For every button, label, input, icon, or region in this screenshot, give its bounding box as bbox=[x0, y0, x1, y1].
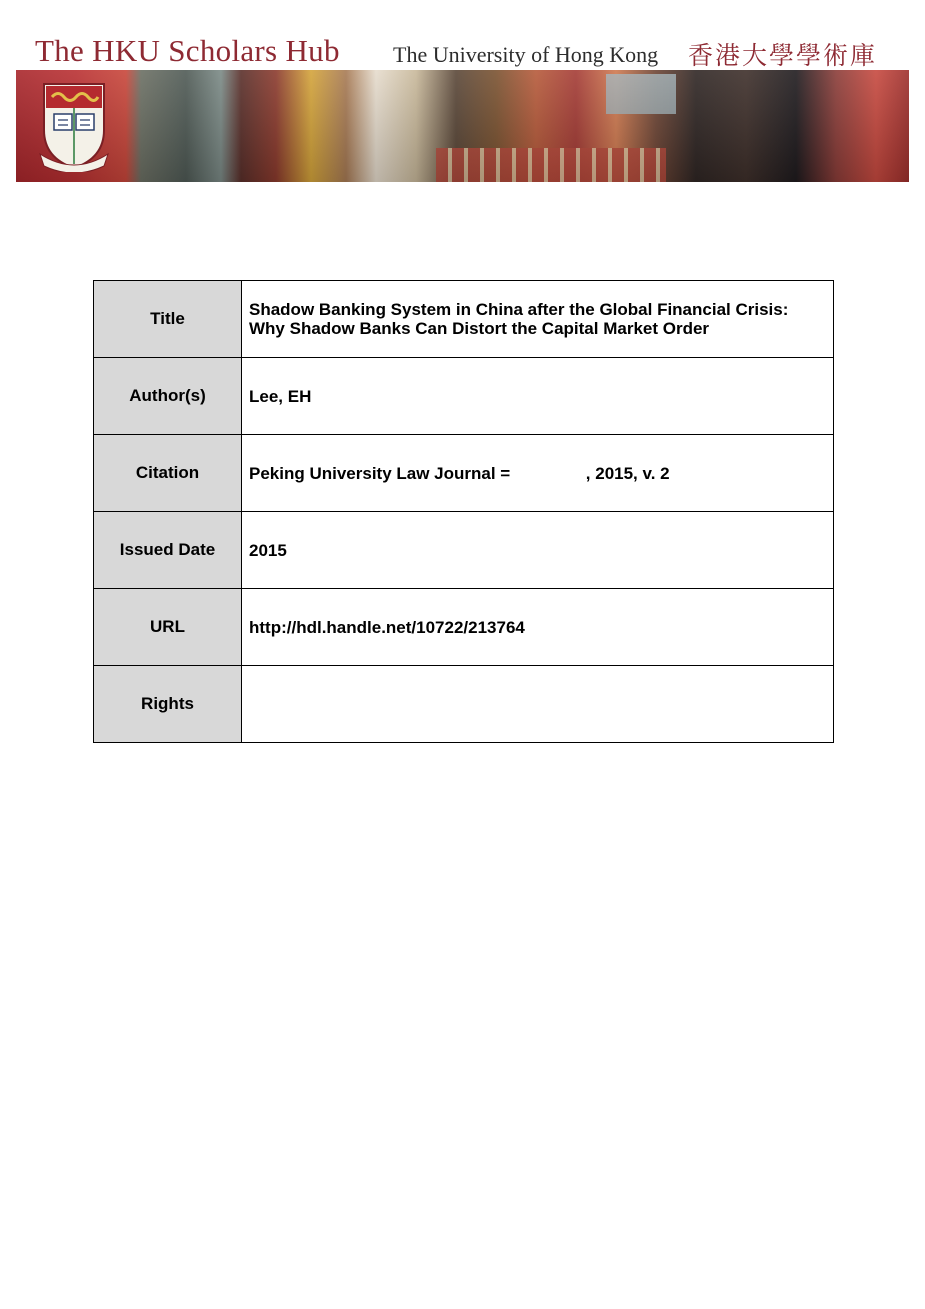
table-row-url bbox=[94, 589, 834, 666]
table-row-rights bbox=[94, 666, 834, 743]
row-label: Rights bbox=[94, 666, 242, 743]
row-label: URL bbox=[94, 589, 242, 666]
row-label: Citation bbox=[94, 435, 242, 512]
photo-shading bbox=[16, 70, 909, 182]
university-name: The University of Hong Kong bbox=[393, 42, 659, 67]
title-value: Shadow Banking System in China after the Global Financial Crisis: Why Shadow Banks Can Distort the Capital Market Order bbox=[242, 281, 834, 358]
citation-value: Peking University Law Journal = , 2015, v. 2 bbox=[242, 435, 834, 512]
table-row-title bbox=[94, 281, 834, 358]
chinese-name: 香港大學學術庫 bbox=[688, 41, 878, 70]
record-metadata-table bbox=[93, 280, 834, 743]
hub-title: The HKU Scholars Hub bbox=[35, 33, 340, 68]
row-label: Author(s) bbox=[94, 358, 242, 435]
table-row-issued-date bbox=[94, 512, 834, 589]
photo-collage bbox=[16, 70, 909, 182]
row-label: Issued Date bbox=[94, 512, 242, 589]
rights-value bbox=[242, 666, 834, 743]
table-row-authors bbox=[94, 358, 834, 435]
authors-value: Lee, EH bbox=[242, 358, 834, 435]
handle-url-link[interactable]: http://hdl.handle.net/10722/213764 bbox=[242, 589, 834, 666]
issued-date-value: 2015 bbox=[242, 512, 834, 589]
table-row-citation bbox=[94, 435, 834, 512]
university-crest-icon bbox=[38, 80, 110, 172]
banner-titles bbox=[16, 28, 909, 70]
row-label: Title bbox=[94, 281, 242, 358]
header-banner bbox=[16, 28, 909, 182]
